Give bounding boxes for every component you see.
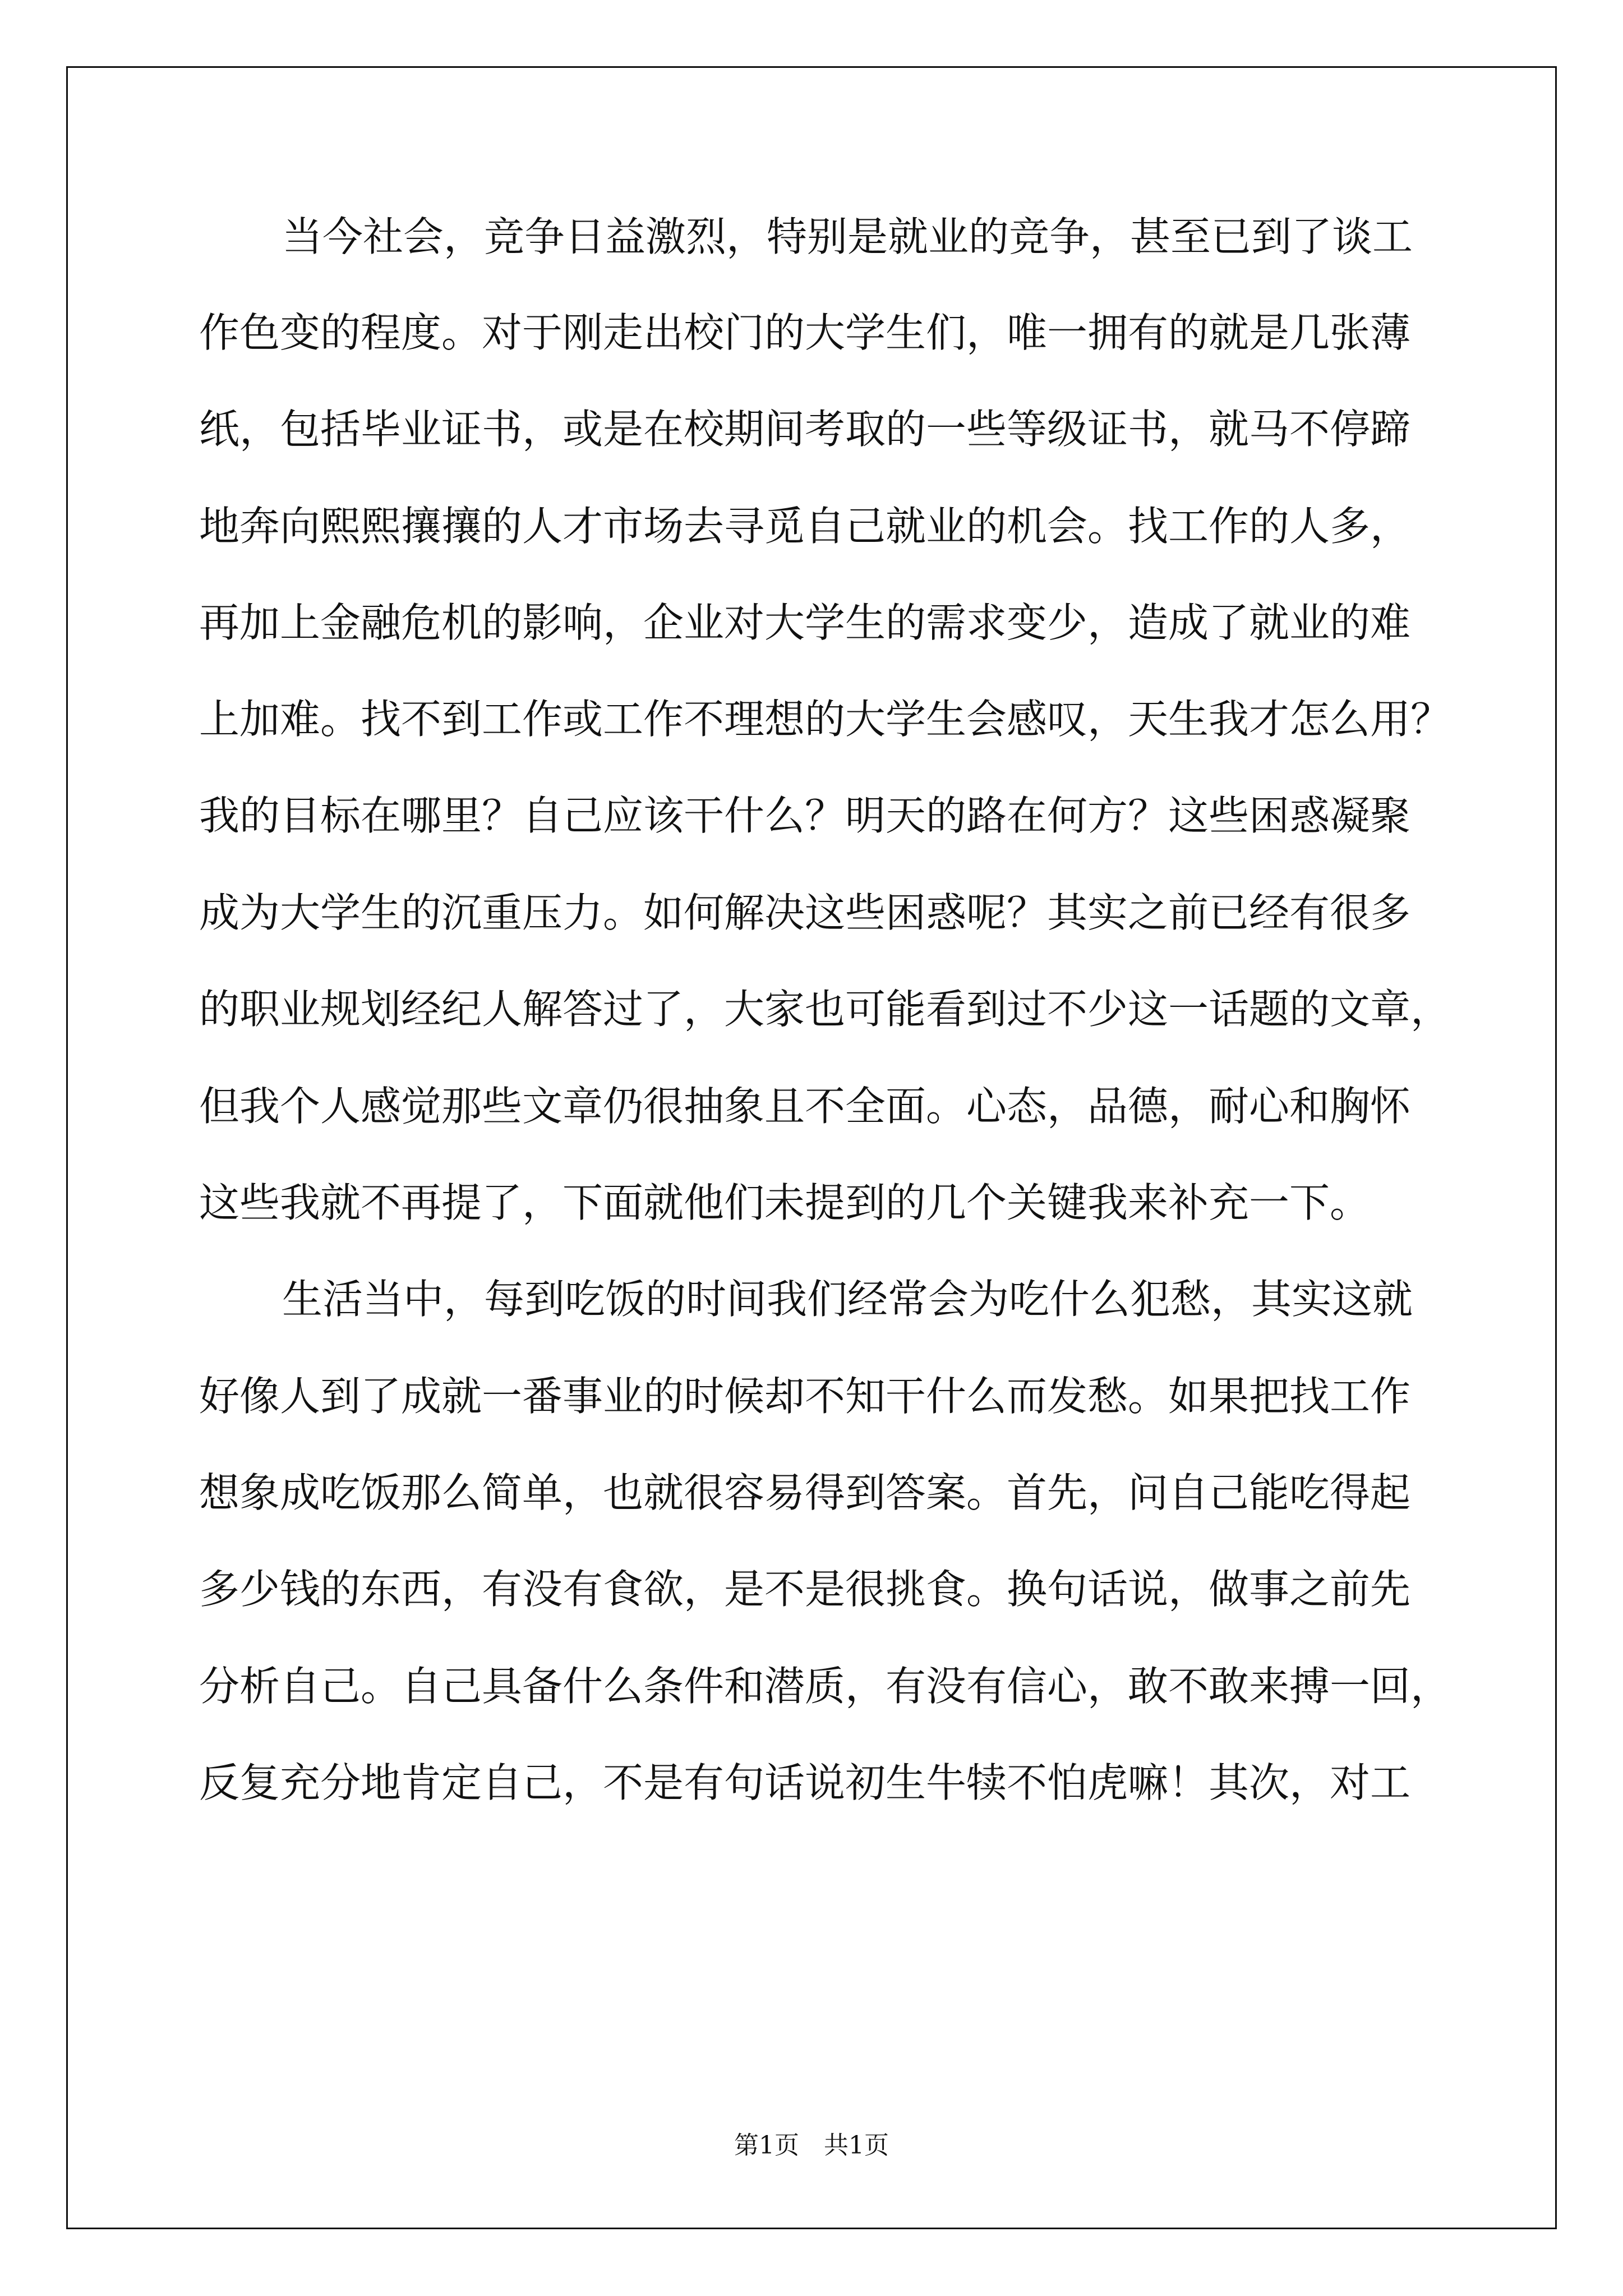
text-line: 分析自己。自己具备什么条件和潜质，有没有信心，敢不敢来搏一回，	[199, 1663, 1451, 1710]
page-border	[66, 66, 1557, 2229]
text-line: 好像人到了成就一番事业的时候却不知干什么而发愁。如果把找工作	[199, 1373, 1411, 1420]
text-line: 反复充分地肯定自己，不是有句话说初生牛犊不怕虎嘛！其次，对工	[199, 1759, 1411, 1806]
page-number: 第1页 共1页	[734, 2131, 889, 2160]
text-line: 想象成吃饭那么简单，也就很容易得到答案。首先，问自己能吃得起	[199, 1469, 1411, 1516]
text-line: 这些我就不再提了，下面就他们未提到的几个关键我来补充一下。	[199, 1179, 1371, 1226]
text-line: 作色变的程度。对于刚走出校门的大学生们，唯一拥有的就是几张薄	[199, 309, 1411, 356]
text-line: 成为大学生的沉重压力。如何解决这些困惑呢？其实之前已经有很多	[199, 889, 1411, 936]
text-line: 纸，包括毕业证书，或是在校期间考取的一些等级证书，就马不停蹄	[199, 406, 1411, 453]
text-line: 多少钱的东西，有没有食欲，是不是很挑食。换句话说，做事之前先	[199, 1566, 1411, 1613]
text-line: 地奔向熙熙攘攘的人才市场去寻觅自己就业的机会。找工作的人多，	[199, 503, 1411, 550]
text-line: 上加难。找不到工作或工作不理想的大学生会感叹，天生我才怎么用？	[199, 696, 1451, 743]
text-line: 但我个人感觉那些文章仍很抽象且不全面。心态，品德，耐心和胸怀	[199, 1083, 1411, 1130]
text-line: 当今社会，竞争日益激烈，特别是就业的竞争，甚至已到了谈工	[282, 213, 1413, 260]
text-line: 生活当中，每到吃饭的时间我们经常会为吃什么犯愁，其实这就	[282, 1276, 1413, 1323]
text-line: 再加上金融危机的影响，企业对大学生的需求变少，造成了就业的难	[199, 599, 1411, 646]
text-line: 我的目标在哪里？自己应该干什么？明天的路在何方？这些困惑凝聚	[199, 792, 1411, 839]
text-line: 的职业规划经纪人解答过了，大家也可能看到过不少这一话题的文章，	[199, 986, 1451, 1033]
